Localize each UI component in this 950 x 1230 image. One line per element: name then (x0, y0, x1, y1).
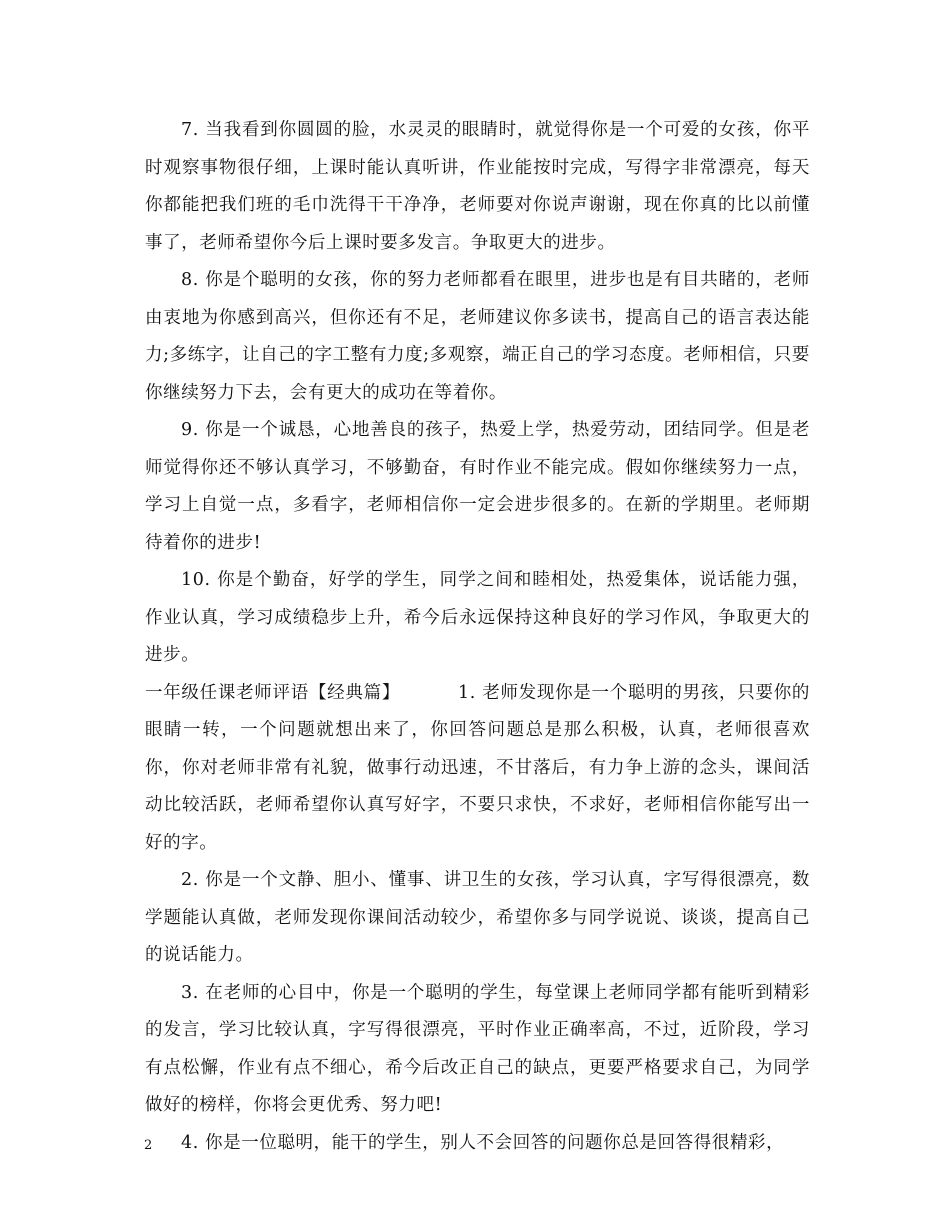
paragraph-item-1: 1. 老师发现你是一个聪明的男孩，只要你的眼睛一转，一个问题就想出来了，你回答问题总是那么积极，认真，老师很喜欢你，你对老师非常有礼貌，做事行动迅速，不甘落后，有力争上游的念头，课间活动比较活跃，老师希望你认真写好字，不要只求快，不求好，老师相信你能写出一好的字。 (145, 682, 811, 853)
page-number: 2 (144, 1138, 153, 1153)
paragraph-item-10: 10. 你是个勤奋，好学的学生，同学之间和睦相处，热爱集体，说话能力强，作业认真，学习成绩稳步上升，希今后永远保持这种良好的学习作风，争取更大的进步。 (145, 570, 810, 665)
paragraph-item-3: 3. 在老师的心目中，你是一个聪明的学生，每堂课上老师同学都有能听到精彩的发言，学习比较认真，字写得很漂亮，平时作业正确率高，不过，近阶段，学习有点松懈，作业有点不细心，希今后改正自己的缺点，更要严格要求自己，为同学做好的榜样，你将会更优秀、努力吧! (145, 982, 810, 1115)
paragraph-item-7: 7. 当我看到你圆圆的脸，水灵灵的眼睛时，就觉得你是一个可爱的女孩，你平时观察事物很仔细，上课时能认真听讲，作业能按时完成，写得字非常漂亮，每天你都能把我们班的毛巾洗得干干净净，老师要对你说声谢谢，现在你真的比以前懂事了，老师希望你今后上课时要多发言。争取更大的进步。 (145, 120, 810, 253)
paragraph-item-4: 4. 你是一位聪明，能干的学生，别人不会回答的问题你总是回答得很精彩， (181, 1132, 785, 1153)
page-content (145, 112, 810, 1162)
section-paragraph (145, 675, 810, 863)
paragraph-item-8: 8. 你是个聪明的女孩，你的努力老师都看在眼里，进步也是有目共睹的，老师由衷地为你感到高兴，但你还有不足，老师建议你多读书，提高自己的语言表达能力;多练字，让自己的字工整有力度;多观察，端正自己的学习态度。老师相信，只要你继续努力下去，会有更大的成功在等着你。 (145, 270, 810, 403)
section-heading: 一年级任课老师评语【经典篇】 (145, 682, 401, 703)
paragraph-item-9: 9. 你是一个诚恳，心地善良的孩子，热爱上学，热爱劳动，团结同学。但是老师觉得你还不够认真学习，不够勤奋，有时作业不能完成。假如你继续努力一点，学习上自觉一点，多看字，老师相信你一定会进步很多的。在新的学期里。老师期待着你的进步! (145, 420, 810, 553)
paragraph-item-2: 2. 你是一个文静、胆小、懂事、讲卫生的女孩，学习认真，字写得很漂亮，数学题能认真做，老师发现你课间活动较少，希望你多与同学说说、谈谈，提高自己的说话能力。 (145, 870, 810, 965)
